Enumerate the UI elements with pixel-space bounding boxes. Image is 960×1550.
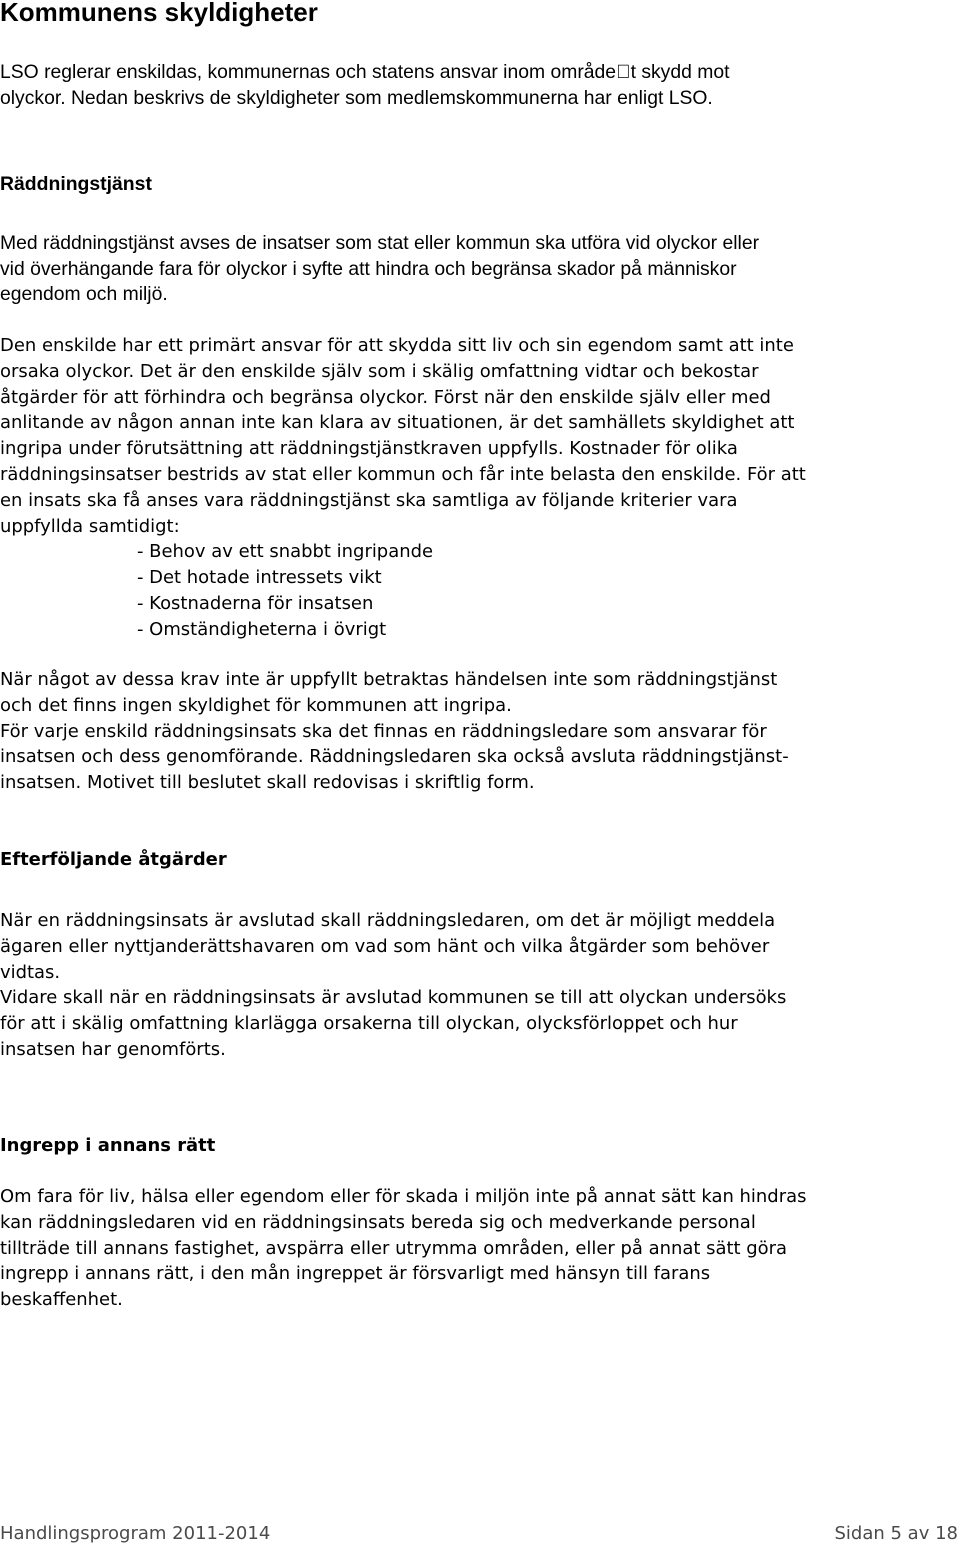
ingrepp-paragraph (0, 1184, 960, 1313)
responsibility-line: räddningsinsatser bestrids av stat eller kommun och får inte belasta den enskilde. För att (0, 463, 806, 485)
efterfoljande-line: Vidare skall när en räddningsinsats är avslutad kommunen se till att olyckan undersöks (0, 987, 787, 1009)
responsibility-line: en insats ska få anses vara räddningstjänst ska samtliga av följande kriterier vara (0, 489, 738, 511)
closing-line: För varje enskild räddningsinsats ska det finnas en räddningsledare som ansvarar för (0, 720, 767, 742)
ingrepp-line: tillträde till annans fastighet, avspärra eller utrymma områden, eller på annat sätt göra (0, 1237, 788, 1259)
responsibility-paragraph (0, 333, 960, 643)
efterfoljande-line: ägaren eller nyttjanderättshavaren om vad som hänt och vilka åtgärder som behöver (0, 935, 770, 957)
responsibility-line: anlitande av någon annan inte kan klara av situationen, är det samhällets skyldighet att (0, 412, 795, 434)
responsibility-line: ingripa under förutsättning att räddningstjänstkraven uppfylls. Kostnader för olika (0, 438, 738, 460)
efterfoljande-paragraph (0, 908, 960, 1063)
criteria-item: - Kostnaderna för insatsen (137, 592, 374, 614)
closing-line: insatsen och dess genomförande. Räddningsledaren ska också avsluta räddningstjänst- (0, 746, 789, 768)
closing-line: insatsen. Motivet till beslutet skall redovisas i skriftlig form. (0, 772, 535, 794)
closing-line: och det finns ingen skyldighet för kommunen att ingripa. (0, 694, 512, 716)
criteria-item: - Behov av ett snabbt ingripande (137, 541, 434, 563)
closing-paragraph (0, 667, 960, 796)
ingrepp-line: ingrepp i annans rätt, i den mån ingreppet är försvarligt med hänsyn till farans (0, 1263, 711, 1285)
section-heading-raddningstjanst: Räddningstjänst (0, 173, 152, 195)
efterfoljande-line: vidtas. (0, 961, 61, 983)
closing-line: När något av dessa krav inte är uppfyllt betraktas händelsen inte som räddningstjänst (0, 669, 778, 690)
definition-line: egendom och miljö. (0, 283, 168, 306)
responsibility-line: orsaka olyckor. Det är den enskilde själv som i skälig omfattning vidtar och bekostar (0, 360, 759, 382)
section-heading-ingrepp: Ingrepp i annans rätt (0, 1135, 216, 1156)
footer-document-title: Handlingsprogram 2011-2014 (0, 1523, 271, 1544)
definition-line: vid överhängande fara för olyckor i syfte att hindra och begränsa skador på människor (0, 257, 737, 280)
criteria-item: - Omständigheterna i övrigt (137, 618, 387, 640)
intro-line: LSO reglerar enskildas, kommunernas och statens ansvar inom område t skydd mot (0, 61, 730, 83)
section-heading-efterfoljande: Efterföljande åtgärder (0, 849, 227, 870)
ingrepp-line: kan räddningsledaren vid en räddningsinsats bereda sig och medverkande personal (0, 1211, 756, 1233)
definition-line: Med räddningstjänst avses de insatser som stat eller kommun ska utföra vid olyckor eller (0, 232, 760, 254)
intro-line: olyckor. Nedan beskrivs de skyldigheter som medlemskommunerna har enligt LSO. (0, 86, 713, 109)
ingrepp-line: beskaffenhet. (0, 1289, 123, 1311)
efterfoljande-line: När en räddningsinsats är avslutad skall räddningsledaren, om det är möjligt meddela (0, 910, 776, 931)
responsibility-line: åtgärder för att förhindra och begränsa olyckor. Först när den enskilde själv eller med (0, 386, 771, 408)
efterfoljande-line: för att i skälig omfattning klarlägga orsakerna till olyckan, olycksförloppet och hur (0, 1013, 738, 1035)
responsibility-line: uppfyllda samtidigt: (0, 515, 180, 537)
definition-paragraph (0, 231, 960, 308)
responsibility-line: Den enskilde har ett primärt ansvar för att skydda sitt liv och sin egendom samt att inte (0, 335, 794, 356)
efterfoljande-line: insatsen har genomförts. (0, 1038, 226, 1060)
page-title: Kommunens skyldigheter (0, 0, 318, 27)
intro-paragraph (0, 60, 960, 111)
ingrepp-line: Om fara för liv, hälsa eller egendom eller för skada i miljön inte på annat sätt kan hindras (0, 1186, 807, 1207)
criteria-item: - Det hotade intressets vikt (137, 567, 382, 589)
footer-page-number: Sidan 5 av 18 (834, 1523, 958, 1544)
